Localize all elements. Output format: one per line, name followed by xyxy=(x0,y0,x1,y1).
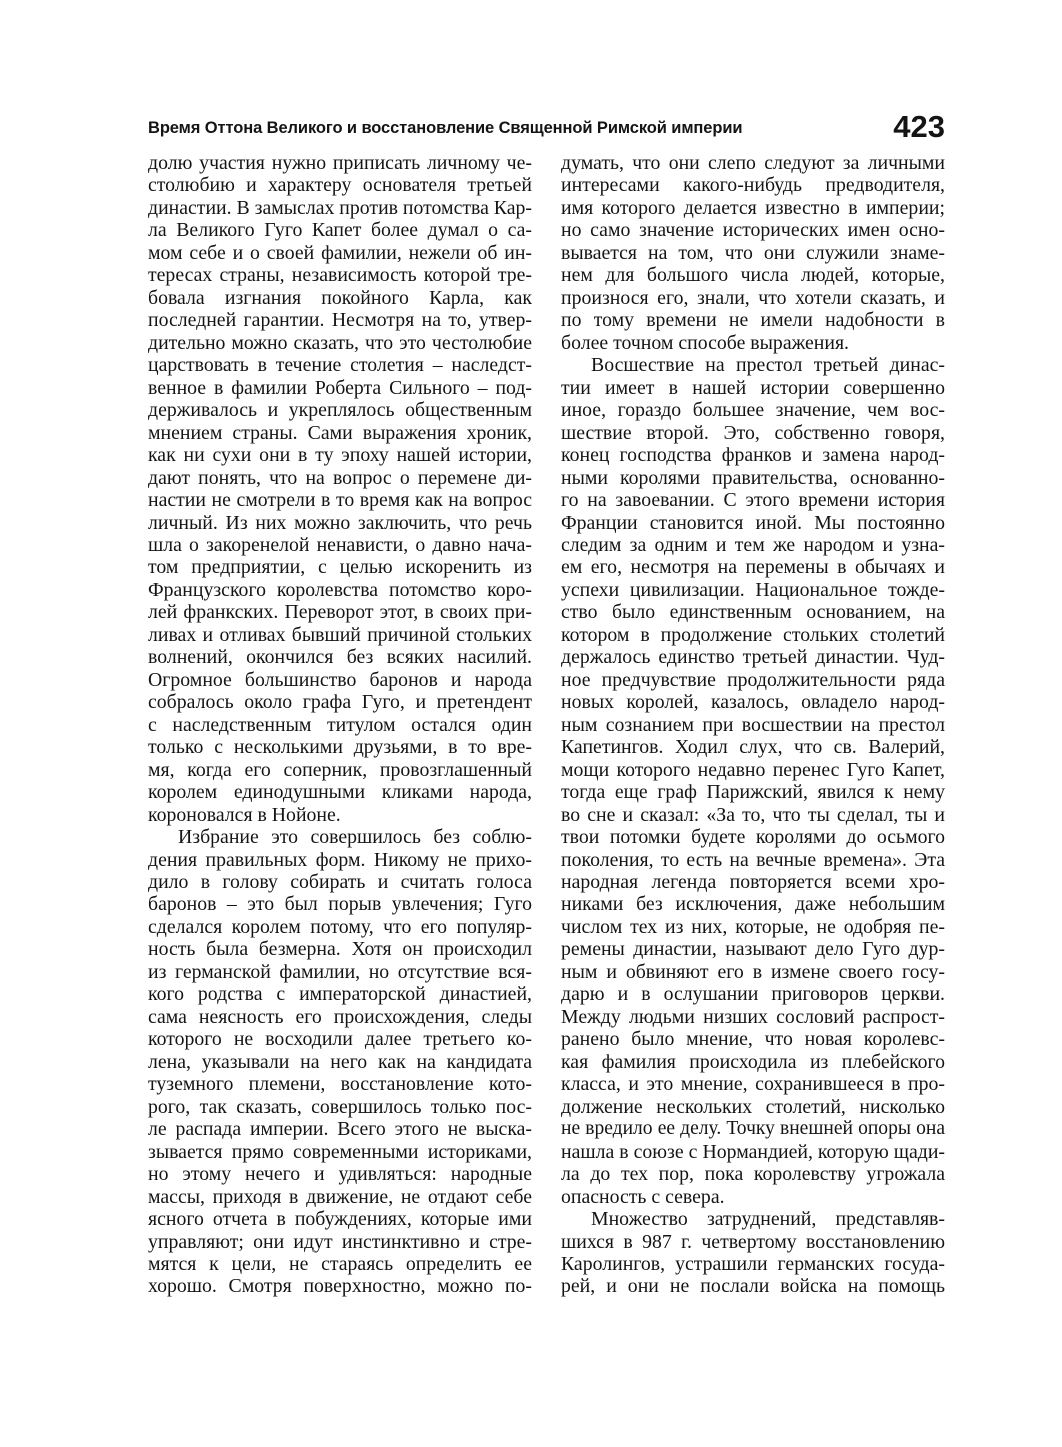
text-line: Франции становится иной. Мы постоянно xyxy=(561,511,945,534)
text-line: Множество затруднений, представляв- xyxy=(591,1208,945,1231)
text-line: зывается прямо современными историками, xyxy=(148,1140,532,1163)
text-line: думать, что они слепо следуют за личными xyxy=(561,152,945,174)
text-line: тии имеет в нашей истории совершенно xyxy=(561,376,945,399)
text-line: следим за одним и тем же народом и узна- xyxy=(561,533,945,556)
text-line: рого, так сказать, совершилось только пос- xyxy=(148,1095,532,1118)
text-line: столюбию и характеру основателя третьей xyxy=(148,174,532,197)
text-line: произнося его, знали, что хотели сказать, и xyxy=(561,286,945,309)
text-line: волнений, окончился без всяких насилий. xyxy=(148,646,532,669)
text-line: кого родства с императорской династией, xyxy=(148,983,532,1006)
text-line: лей франкских. Переворот этот, в своих при- xyxy=(148,601,532,624)
text-line: шествие второй. Это, собственно говоря, xyxy=(561,421,945,444)
text-line: иное, гораздо большее значение, чем вос- xyxy=(561,399,945,422)
text-line: ным и обвиняют его в измене своего госу- xyxy=(561,960,945,983)
text-line: держивалось и укреплялось общественным xyxy=(148,399,532,422)
text-line: мощи которого недавно перенес Гуго Капет, xyxy=(561,758,945,781)
text-line: долю участия нужно приписать личному че- xyxy=(148,152,532,174)
text-line: во сне и сказал: «За то, что ты сделал, ты и xyxy=(561,803,945,826)
text-line: хорошо. Смотря поверхностно, можно по- xyxy=(148,1275,532,1298)
text-line: которого не восходили далее третьего ко- xyxy=(148,1028,532,1051)
text-line: с наследственным титулом остался один xyxy=(148,713,532,736)
text-line: сама неясность его происхождения, следы xyxy=(148,1005,532,1028)
text-line: собралось около графа Гуго, и претендент xyxy=(148,691,532,714)
text-line: ремены династии, называют дело Гуго дур- xyxy=(561,938,945,961)
text-line: мя, когда его соперник, провозглашенный xyxy=(148,758,532,781)
text-line: числом тех из них, которые, не одобряя пе- xyxy=(561,915,945,938)
text-line: опасность с севера. xyxy=(561,1185,725,1208)
text-line: ное предчувствие продолжительности ряда xyxy=(561,668,945,691)
text-line: нем для большого числа людей, которые, xyxy=(561,264,945,287)
text-line: династии. В замыслах против потомства Кар- xyxy=(148,196,532,219)
text-line: шихся в 987 г. четвертому восстановлению xyxy=(561,1230,945,1253)
running-title: Время Оттона Великого и восстановление Священной Римской империи xyxy=(148,119,743,137)
text-line: лена, указывали на него как на кандидата xyxy=(148,1050,532,1073)
text-line: том предприятии, с целью искоренить из xyxy=(148,556,532,579)
text-line: массы, приходя в движение, не отдают себе xyxy=(148,1185,532,1208)
text-line: мятся к цели, не стараясь определить ее xyxy=(148,1252,532,1275)
text-line: Избрание это совершилось без соблю- xyxy=(178,826,532,849)
text-line: баронов – это был порыв увлечения; Гуго xyxy=(148,893,532,916)
text-line: шла о закоренелой ненависти, о давно нача- xyxy=(148,533,532,556)
text-line: настии не смотрели в то время как на вопрос xyxy=(148,489,532,512)
text-line: вывается на том, что они служили знаме- xyxy=(561,241,945,264)
text-line: ем его, несмотря на перемены в обычаях и xyxy=(561,556,945,579)
text-line: держалось единство третьей династии. Чуд- xyxy=(561,646,945,669)
text-line: никами без исключения, даже небольшим xyxy=(561,893,945,916)
text-line: ность была безмерна. Хотя он происходил xyxy=(148,938,532,961)
text-line: Каролингов, устрашили германских госуда- xyxy=(561,1252,945,1275)
text-line: твои потомки будете королями до осьмого xyxy=(561,826,945,849)
text-line: ство было единственным основанием, на xyxy=(561,601,945,624)
text-line: управляют; они идут инстинктивно и стре- xyxy=(148,1230,532,1253)
text-line: го на завоевании. С этого времени история xyxy=(561,489,945,512)
running-header xyxy=(148,109,945,148)
text-line: ле распада империи. Всего этого не выска- xyxy=(148,1118,532,1141)
text-line: королем единодушными кликами народа, xyxy=(148,781,532,804)
text-line: как ни сухи они в ту эпоху нашей истории, xyxy=(148,444,532,467)
text-line: личный. Из них можно заключить, что речь xyxy=(148,511,532,534)
text-line: тересах страны, независимость которой тре- xyxy=(148,264,532,287)
text-line: из германской фамилии, но отсутствие вся- xyxy=(148,960,532,983)
text-line: имя которого делается известно в империи; xyxy=(561,196,945,219)
text-line: ла Великого Гуго Капет более думал о са- xyxy=(148,219,532,242)
text-line: ливах и отливах бывший причиной стольких xyxy=(148,623,532,646)
text-line: туземного племени, восстановление кото- xyxy=(148,1073,532,1096)
text-line: Капетингов. Ходил слух, что св. Валерий, xyxy=(561,736,945,759)
text-line: ла до тех пор, пока королевству угрожала xyxy=(561,1163,945,1186)
text-line: интересами какого-нибудь предводителя, xyxy=(561,174,945,197)
text-line: класса, и это мнение, сохранившееся в про- xyxy=(561,1073,945,1096)
text-line: новых королей, казалось, овладело народ- xyxy=(561,691,945,714)
text-line: последней гарантии. Несмотря на то, утвер- xyxy=(148,309,532,332)
text-line: кая фамилия происходила из плебейского xyxy=(561,1050,945,1073)
text-line: ным сознанием при восшествии на престол xyxy=(561,713,945,736)
page-number: 423 xyxy=(893,109,945,144)
text-line: дарю и в ослушании приговоров церкви. xyxy=(561,983,945,1006)
text-line: дительно можно сказать, что это честолюбие xyxy=(148,331,532,354)
text-line: Между людьми низших сословий распрост- xyxy=(561,1005,945,1028)
text-line: венное в фамилии Роберта Сильного – под- xyxy=(148,376,532,399)
text-line: народная легенда повторяется всеми хро- xyxy=(561,871,945,893)
text-line: конец господства франков и замена народ- xyxy=(561,444,945,467)
text-line: мнением страны. Сами выражения хроник, xyxy=(148,421,532,444)
text-line: дают понять, что на вопрос о перемене ди- xyxy=(148,466,532,489)
text-line: дило в голову собирать и считать голоса xyxy=(148,871,532,893)
text-line: поколения, то есть на вечные времена». Эта xyxy=(561,848,945,871)
text-line: царствовать в течение столетия – наследст- xyxy=(148,354,532,377)
text-line: мом себе и о своей фамилии, нежели об ин- xyxy=(148,241,532,264)
text-column-right xyxy=(561,152,945,1298)
text-line: ными королями правительства, основанно- xyxy=(561,466,945,489)
text-line: более точном способе выражения. xyxy=(561,331,849,354)
text-line: должение нескольких столетий, нисколько xyxy=(561,1095,945,1118)
text-line: не вредило ее делу. Точку внешней опоры она xyxy=(561,1118,945,1140)
text-line: Восшествие на престол третьей динас- xyxy=(591,354,945,377)
text-line: дения правильных форм. Никому не прихо- xyxy=(148,848,532,871)
text-line: ясного отчета в побуждениях, которые ими xyxy=(148,1208,532,1231)
text-line: Французского королевства потомство коро- xyxy=(148,578,532,601)
text-line: короновался в Нойоне. xyxy=(148,803,341,826)
text-line: по тому времени не имели надобности в xyxy=(561,309,945,332)
text-column-left xyxy=(148,152,532,1298)
text-line: тогда еще граф Парижский, явился к нему xyxy=(561,781,945,804)
text-line: ранено было мнение, что новая королевс- xyxy=(561,1028,945,1051)
text-line: рей, и они не послали войска на помощь xyxy=(561,1275,945,1298)
text-line: Огромное большинство баронов и народа xyxy=(148,668,532,691)
text-line: но этому нечего и удивляться: народные xyxy=(148,1163,532,1186)
text-line: сделался королем потому, что его популяр- xyxy=(148,915,532,938)
text-line: бовала изгнания покойного Карла, как xyxy=(148,286,532,309)
text-line: котором в продолжение стольких столетий xyxy=(561,623,945,646)
text-line: нашла в союзе с Нормандией, которую щади- xyxy=(561,1140,945,1163)
text-line: успехи цивилизации. Национальное тожде- xyxy=(561,578,945,601)
text-line: только с несколькими друзьями, в то вре- xyxy=(148,736,532,759)
text-line: но само значение исторических имен осно- xyxy=(561,219,945,242)
